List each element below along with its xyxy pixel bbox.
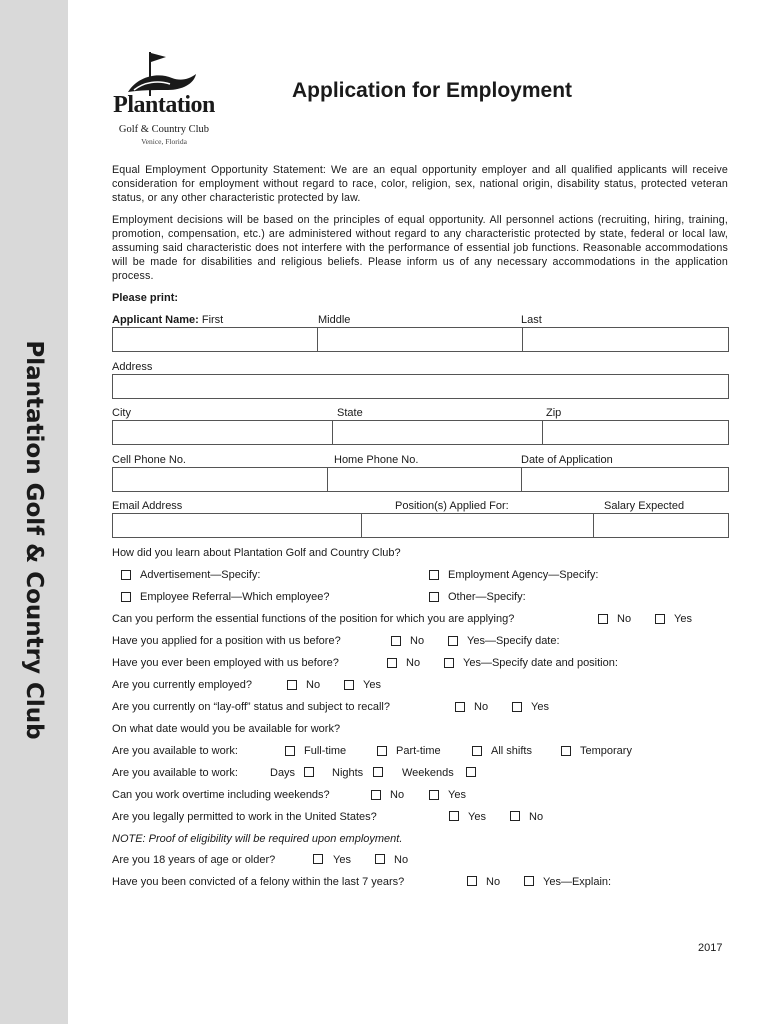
city-label: City (112, 407, 131, 419)
applied-yes-checkbox[interactable] (448, 636, 458, 646)
currently-employed-no-checkbox[interactable] (287, 680, 297, 690)
email-field[interactable] (112, 513, 362, 538)
overtime-yes-label: Yes (448, 789, 466, 801)
form-year: 2017 (698, 942, 723, 954)
essential-yes-label: Yes (674, 613, 692, 625)
essential-yes-checkbox[interactable] (655, 614, 665, 624)
state-field[interactable] (332, 420, 543, 445)
overtime-yes-checkbox[interactable] (429, 790, 439, 800)
other-label: Other—Specify: (448, 591, 526, 603)
employed-no-checkbox[interactable] (387, 658, 397, 668)
temporary-checkbox[interactable] (561, 746, 571, 756)
address-label: Address (112, 361, 153, 373)
agency-checkbox[interactable] (429, 570, 439, 580)
age-question: Are you 18 years of age or older? (112, 854, 276, 866)
all-shifts-label: All shifts (491, 745, 532, 757)
logo-name: Plantation (113, 92, 215, 118)
other-checkbox[interactable] (429, 592, 439, 602)
available-to-work-shift-question: Are you available to work: (112, 767, 238, 779)
first-label: First (201, 314, 224, 326)
age-yes-checkbox[interactable] (313, 854, 323, 864)
page-title: Application for Employment (292, 79, 573, 102)
layoff-question: Are you currently on “lay-off” status and subject to recall? (112, 701, 390, 713)
date-of-application-label: Date of Application (521, 454, 613, 466)
employed-yes-label: Yes—Specify date and position: (463, 657, 618, 669)
date-of-application-field[interactable] (521, 467, 729, 492)
salary-label: Salary Expected (604, 500, 685, 512)
sidebar-band (0, 0, 68, 1024)
flag-icon (108, 50, 220, 98)
city-field[interactable] (112, 420, 333, 445)
part-time-label: Part-time (396, 745, 441, 757)
age-yes-label: Yes (333, 854, 351, 866)
positions-label: Position(s) Applied For: (395, 500, 509, 512)
currently-employed-question: Are you currently employed? (112, 679, 253, 691)
first-name-field[interactable] (112, 327, 318, 352)
address-field[interactable] (112, 374, 729, 399)
applied-no-checkbox[interactable] (391, 636, 401, 646)
referral-checkbox[interactable] (121, 592, 131, 602)
available-date-question: On what date would you be available for work? (112, 723, 341, 735)
agency-label: Employment Agency—Specify: (448, 569, 599, 581)
weekends-label: Weekends (402, 767, 454, 779)
essential-no-checkbox[interactable] (598, 614, 608, 624)
part-time-checkbox[interactable] (377, 746, 387, 756)
full-time-checkbox[interactable] (285, 746, 295, 756)
sidebar-vertical-title: Plantation Golf & Country Club (21, 340, 47, 740)
available-to-work-question: Are you available to work: (112, 745, 238, 757)
cell-phone-label: Cell Phone No. (112, 454, 186, 466)
home-phone-field[interactable] (327, 467, 522, 492)
employed-yes-checkbox[interactable] (444, 658, 454, 668)
age-no-checkbox[interactable] (375, 854, 385, 864)
permitted-yes-checkbox[interactable] (449, 811, 459, 821)
days-label: Days (270, 767, 296, 779)
last-label: Last (521, 314, 542, 326)
permitted-yes-label: Yes (468, 811, 486, 823)
applied-before-question: Have you applied for a position with us before? (112, 635, 341, 647)
essential-no-label: No (617, 613, 632, 625)
felony-yes-label: Yes—Explain: (543, 876, 612, 888)
home-phone-label: Home Phone No. (334, 454, 419, 466)
permitted-no-label: No (529, 811, 544, 823)
eligibility-note: NOTE: Proof of eligibility will be required upon employment. (112, 833, 403, 845)
applied-yes-label: Yes—Specify date: (467, 635, 560, 647)
currently-employed-no-label: No (306, 679, 321, 691)
last-name-field[interactable] (522, 327, 729, 352)
nights-checkbox[interactable] (373, 767, 383, 777)
days-checkbox[interactable] (304, 767, 314, 777)
permitted-no-checkbox[interactable] (510, 811, 520, 821)
nights-label: Nights (332, 767, 364, 779)
email-label: Email Address (112, 500, 183, 512)
logo-subtitle: Golf & Country Club (118, 124, 210, 135)
middle-name-field[interactable] (317, 327, 523, 352)
all-shifts-checkbox[interactable] (472, 746, 482, 756)
advertisement-label: Advertisement—Specify: (140, 569, 261, 581)
please-print-label: Please print: (112, 292, 179, 304)
overtime-no-checkbox[interactable] (371, 790, 381, 800)
logo-location: Venice, Florida (141, 137, 187, 146)
felony-question: Have you been convicted of a felony within the last 7 years? (112, 876, 405, 888)
felony-yes-checkbox[interactable] (524, 876, 534, 886)
temporary-label: Temporary (580, 745, 632, 757)
referral-label: Employee Referral—Which employee? (140, 591, 330, 603)
weekends-checkbox[interactable] (466, 767, 476, 777)
currently-employed-yes-label: Yes (363, 679, 381, 691)
employed-before-question: Have you ever been employed with us before? (112, 657, 339, 669)
eeo-statement: Equal Employment Opportunity Statement: We are an equal opportunity employer and all qualified applicants will receive consideration for employment without regard to race, color, religion, sex, national origin, disability status, protected veteran status, or any other characteristic protected by law. (112, 164, 728, 204)
essential-question: Can you perform the essential functions of the position for which you are applying? (112, 613, 515, 625)
learn-question: How did you learn about Plantation Golf and Country Club? (112, 547, 401, 559)
felony-no-label: No (486, 876, 501, 888)
state-label: State (337, 407, 363, 419)
layoff-yes-checkbox[interactable] (512, 702, 522, 712)
zip-field[interactable] (542, 420, 729, 445)
full-time-label: Full-time (304, 745, 347, 757)
layoff-yes-label: Yes (531, 701, 549, 713)
felony-no-checkbox[interactable] (467, 876, 477, 886)
advertisement-checkbox[interactable] (121, 570, 131, 580)
positions-field[interactable] (361, 513, 594, 538)
applicant-name-bold: Applicant Name: (112, 314, 199, 326)
applicant-name-label (112, 314, 223, 326)
layoff-no-label: No (474, 701, 489, 713)
equal-opportunity-paragraph: Employment decisions will be based on the principles of equal opportunity. All personnel actions (recruiting, hiring, training, promotion, compensation, etc.) are administered without regard to any characteristic protected by state, federal or local law, assuming said characteristic does not interfere with the performance of essential job functions. Reasonable accommodations will be made for disabilities and religious beliefs. Please inform us of any necessary accommodations in the application process. (112, 214, 728, 282)
zip-label: Zip (546, 407, 562, 419)
salary-field[interactable] (593, 513, 729, 538)
permitted-question: Are you legally permitted to work in the United States? (112, 811, 377, 823)
overtime-no-label: No (390, 789, 405, 801)
cell-phone-field[interactable] (112, 467, 328, 492)
age-no-label: No (394, 854, 409, 866)
employed-no-label: No (406, 657, 421, 669)
middle-label: Middle (318, 314, 351, 326)
currently-employed-yes-checkbox[interactable] (344, 680, 354, 690)
club-logo (108, 50, 228, 150)
overtime-question: Can you work overtime including weekends? (112, 789, 330, 801)
layoff-no-checkbox[interactable] (455, 702, 465, 712)
applied-no-label: No (410, 635, 425, 647)
